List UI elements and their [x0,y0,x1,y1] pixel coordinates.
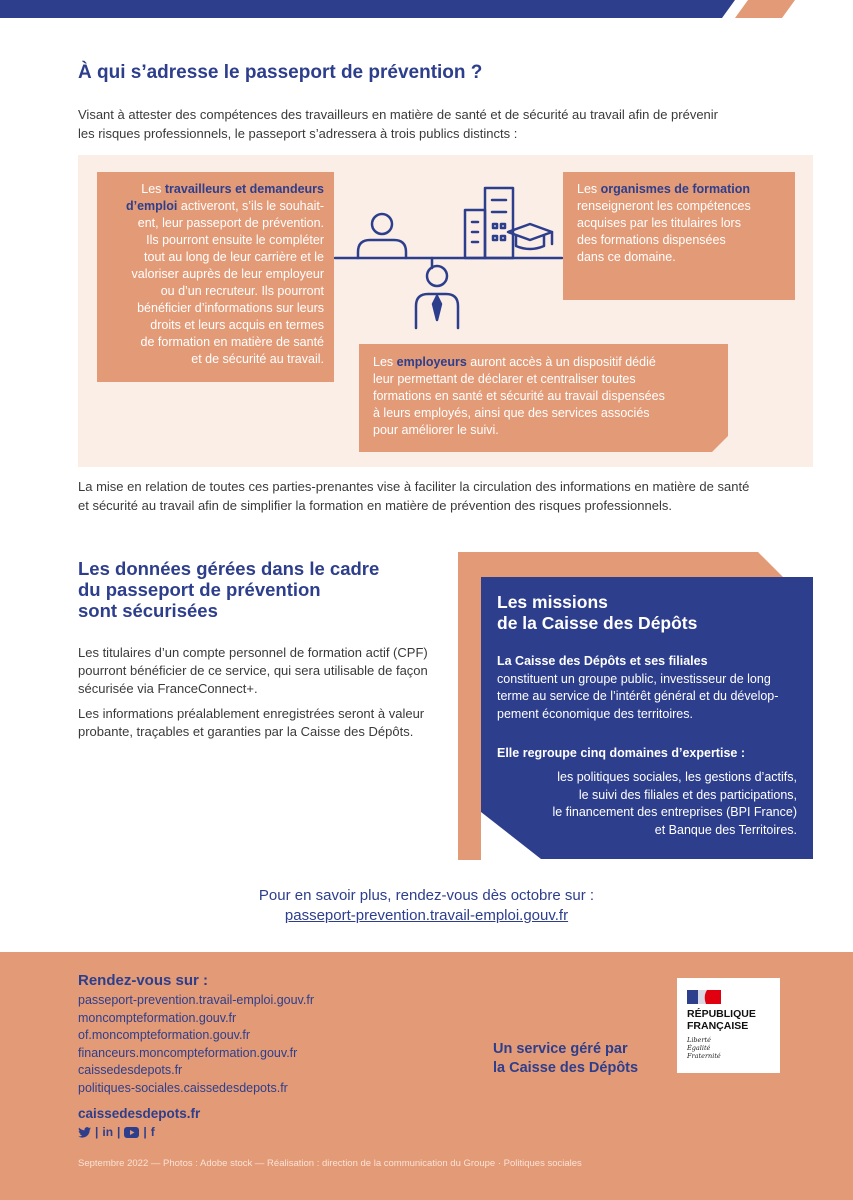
top-banner [0,0,853,18]
republique-francaise-logo [677,978,780,1073]
worker-icon [358,214,406,258]
relation-paragraph: La mise en relation de toutes ces parties-prenantes vise à faciliter la circulation des informations en matière de santé et sécurité au travail afin de simplifier la formation en matière de prévention des risques professionnels. [78,479,750,513]
card-employers: Les employeurs auront accès à un dispositif dédié leur permettant de déclarer et centraliser toutes formations en santé et sécurité au travail dispensées à leurs employés, ainsi que des services associés pour améliorer le suivi. [373,355,665,437]
footer-link[interactable]: passeport-prevention.travail-emploi.gouv.fr [78,993,314,1007]
graduation-cap-icon [508,224,552,249]
footer-link[interactable]: politiques-sociales.caissedesdepots.fr [78,1080,288,1095]
audience-illustration [330,180,570,340]
card-workers: Les travailleurs et demandeurs d’emploi activeront, s’ils le souhait- ent, leur passeport de prévention. Ils pourront ensuite le compléter tout au long de leur carrière et le valoriser auprès de leur employeur ou d’un recruteur. Ils pourront bénéficier d’informations sur leurs droits et leurs acquis en termes de formation en matière de santé et de sécurité au travail. [97,172,334,382]
missions-box [481,577,813,859]
footer-link[interactable]: caissedesdepots.fr [78,1063,183,1077]
youtube-icon[interactable] [124,1127,139,1138]
section-title-audience: À qui s’adresse le passeport de prévention ? [78,62,483,83]
service-statement: Un service géré par la Caisse des Dépôts [493,1041,639,1076]
data-security-paragraph-1: Les titulaires d’un compte personnel de formation actif (CPF) pourront bénéficier de ce service, qui sera utilisable de façon sécurisée via FranceConnect+. [78,645,428,696]
section-title-data-security: Les données gérées dans le cadre du passeport de prévention sont sécurisées [78,558,380,621]
missions-text-2: les politiques sociales, les gestions d’actifs, le suivi des filiales et des participations, le financement des entreprises (BPI France) et Banque des Territoires. [552,770,797,837]
footer-site-link[interactable]: caissedesdepots.fr [78,1106,201,1121]
footer-heading: Rendez-vous sur : [78,972,209,989]
logo-motto: Liberté Égalité Fraternité [687,1036,721,1060]
credits: Septembre 2022 — Photos : Adobe stock — Réalisation : direction de la communication du Groupe · Politiques sociales [78,1158,582,1169]
footer-link[interactable]: moncompteformation.gouv.fr [78,1010,237,1025]
logo-text: RÉPUBLIQUE FRANÇAISE [687,1008,756,1032]
employer-icon [416,258,458,328]
missions-corner-notch [481,812,541,859]
footer [0,952,853,1200]
social-links: | in | | f [78,1125,155,1139]
cta-link[interactable]: passeport-prevention.travail-emploi.gouv.fr [284,907,569,924]
card-training-organizations: Les organismes de formation renseigneront les compétences acquises par les titulaires lors des formations dispensées dans ce domaine. [563,172,795,300]
twitter-icon[interactable] [78,1127,91,1138]
building-icon [465,188,513,258]
footer-links [78,992,314,1097]
facebook-icon[interactable]: f [150,1125,155,1139]
missions-title: Les missions de la Caisse des Dépôts [497,592,698,633]
missions-text-1: La Caisse des Dépôts et ses filiales constituent un groupe public, investisseur de long terme au service de l’intérêt général et du dévelop- pement économique des territoires. [497,654,779,721]
missions-subtitle-2: Elle regroupe cinq domaines d’expertise : [497,746,745,760]
footer-link[interactable]: of.moncompteformation.gouv.fr [78,1028,251,1042]
marianne-flag-icon [687,990,721,1004]
data-security-paragraph-2: Les informations préalablement enregistrées seront à valeur probante, traçables et garanties par la Caisse des Dépôts. [78,706,425,739]
intro-paragraph: Visant à attester des compétences des travailleurs en matière de santé et de sécurité au travail afin de prévenir les risques professionnels, le passeport s’adressera à trois publics distincts : [78,107,719,141]
linkedin-icon[interactable]: in [102,1125,114,1139]
footer-link[interactable]: financeurs.moncompteformation.gouv.fr [78,1045,298,1060]
call-to-action: Pour en savoir plus, rendez-vous dès octobre sur : passeport-prevention.travail-emploi.gouv.fr [0,886,853,926]
